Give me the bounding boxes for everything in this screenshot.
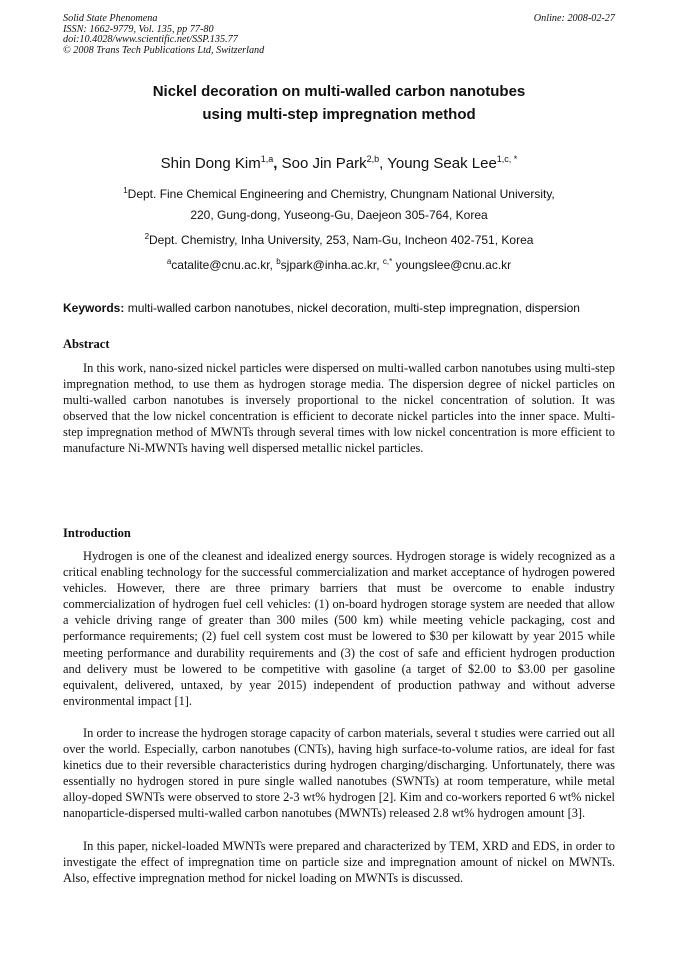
- intro-paragraph-1: Hydrogen is one of the cleanest and idealized energy sources. Hydrogen storage is widely recognized as a critical enabling technology for the successful commercialization and market acceptance of hydrogen powered vehicles. However, there are three primary barriers that must be overcome to enable industry commercialization of hydrogen fuel cell vehicles: (1) on-board hydrogen storage system are needed that allow a vehicle driving range of greater than 300 miles (500 km) while meeting vehicle packaging, cost and performance requirements; (2) fuel cell system cost must be lowered to $30 per kilowatt by year 2015 while meeting performance and durability requirements and (3) the cost of safe and efficient hydrogen production and delivery must be lowered to be competitive with gasoline (a target of $2.00 to $3.00 per gasoline equivalent, delivered, untaxed, by year 2015) independent of production pathway and without adverse environmental impact [1].: [63, 549, 615, 708]
- keywords-text: multi-walled carbon nanotubes, nickel decoration, multi-step impregnation, dispersion: [124, 301, 580, 315]
- introduction-heading: Introduction: [63, 526, 131, 540]
- affiliation-2: $^2$Dept. Chemistry, Inha University, 253, Nam-Gu, Incheon 402-751, Korea: [144, 232, 534, 247]
- online-date: Online: 2008-02-27: [533, 13, 615, 24]
- title-line-1: Nickel decoration on multi-walled carbon nanotubes: [152, 83, 526, 100]
- affiliations: [63, 180, 615, 276]
- email-a: catalite@cnu.ac.kr,: [171, 258, 277, 272]
- journal-name: Solid State Phenomena: [63, 13, 158, 24]
- email-line: $^a$catalite@cnu.ac.kr, $^b$sjpark@inha.ac.kr, $^{c,*}$ youngslee@cnu.ac.kr: [166, 257, 512, 272]
- intro-paragraph-3: In this paper, nickel-loaded MWNTs were prepared and characterized by TEM, XRD and EDS, in order to investigate the effect of impregnation time on particle size and impregnation amount of nickel on MWNTs. Also, effective impregnation method for nickel loading on MWNTs is discussed.: [63, 839, 615, 886]
- paper-title: [63, 80, 615, 126]
- email-b: sjpark@inha.ac.kr,: [280, 258, 383, 272]
- author-1: Shin Dong Kim: [160, 155, 261, 172]
- copyright-line: © 2008 Trans Tech Publications Ltd, Switzerland: [63, 44, 265, 56]
- email-c: youngslee@cnu.ac.kr: [392, 258, 512, 272]
- affiliation-1: $^1$Dept. Fine Chemical Engineering and Chemistry, Chungnam National University,: [123, 186, 555, 201]
- issn-line: ISSN: 1662-9779, Vol. 135, pp 77-80: [63, 23, 214, 35]
- author-3-affil: 1,c, *: [496, 154, 518, 164]
- author-2-affil: 2,b: [366, 154, 380, 164]
- title-line-2: using multi-step impregnation method: [202, 106, 476, 123]
- author-3: Young Seak Lee: [387, 155, 497, 172]
- intro-paragraph-2: In order to increase the hydrogen storage capacity of carbon materials, several t studies were carried out all over the world. Especially, carbon nanotubes (CNTs), having high surface-to-volume ratios, are ideal for fast kinetics due to their reversible characteristics during hydrogen charging/discharging. Unfortunately, there was essentially no hydrogen stored in pure single walled nanotubes (SWNTs) at room temperature, while metal alloy-doped SWNTs were observed to store 2-3 wt% hydrogen [2]. Kim and co-workers reported 6 wt% nickel nanoparticle-dispersed multi-walled carbon nanotubes (MWNTs) released 2.8 wt% hydrogen amount [3].: [63, 726, 615, 821]
- author-1-affil: 1,a: [260, 154, 274, 164]
- author-list: Shin Dong Kim$^{1,a}$, Soo Jin Park$^{2,b}$, Young Seak Lee$^{1,c, *}$: [160, 154, 518, 172]
- keywords: [63, 301, 623, 315]
- journal-header: [63, 14, 615, 56]
- keywords-label: Keywords:: [63, 301, 125, 315]
- affiliation-1-address: 220, Gung-dong, Yuseong-Gu, Daejeon 305-764, Korea: [190, 208, 488, 222]
- author-2: Soo Jin Park: [281, 155, 367, 172]
- doi-line: doi:10.4028/www.scientific.net/SSP.135.77: [63, 34, 238, 46]
- abstract-heading: Abstract: [63, 337, 110, 351]
- abstract-text: In this work, nano-sized nickel particles were dispersed on multi-walled carbon nanotubes using multi-step impregnation method, to use them as hydrogen storage media. The dispersion degree of nickel particles on multi-walled carbon nanotubes is inversely proportional to the nickel concentration of solution. It was observed that the low nickel concentration is efficient to decorate nickel particles into the inner space. Multi-step impregnation method of MWNTs through several times with low nickel concentration is more efficient to manufacture Ni-MWNTs having well dispersed metallic nickel particles.: [63, 361, 615, 456]
